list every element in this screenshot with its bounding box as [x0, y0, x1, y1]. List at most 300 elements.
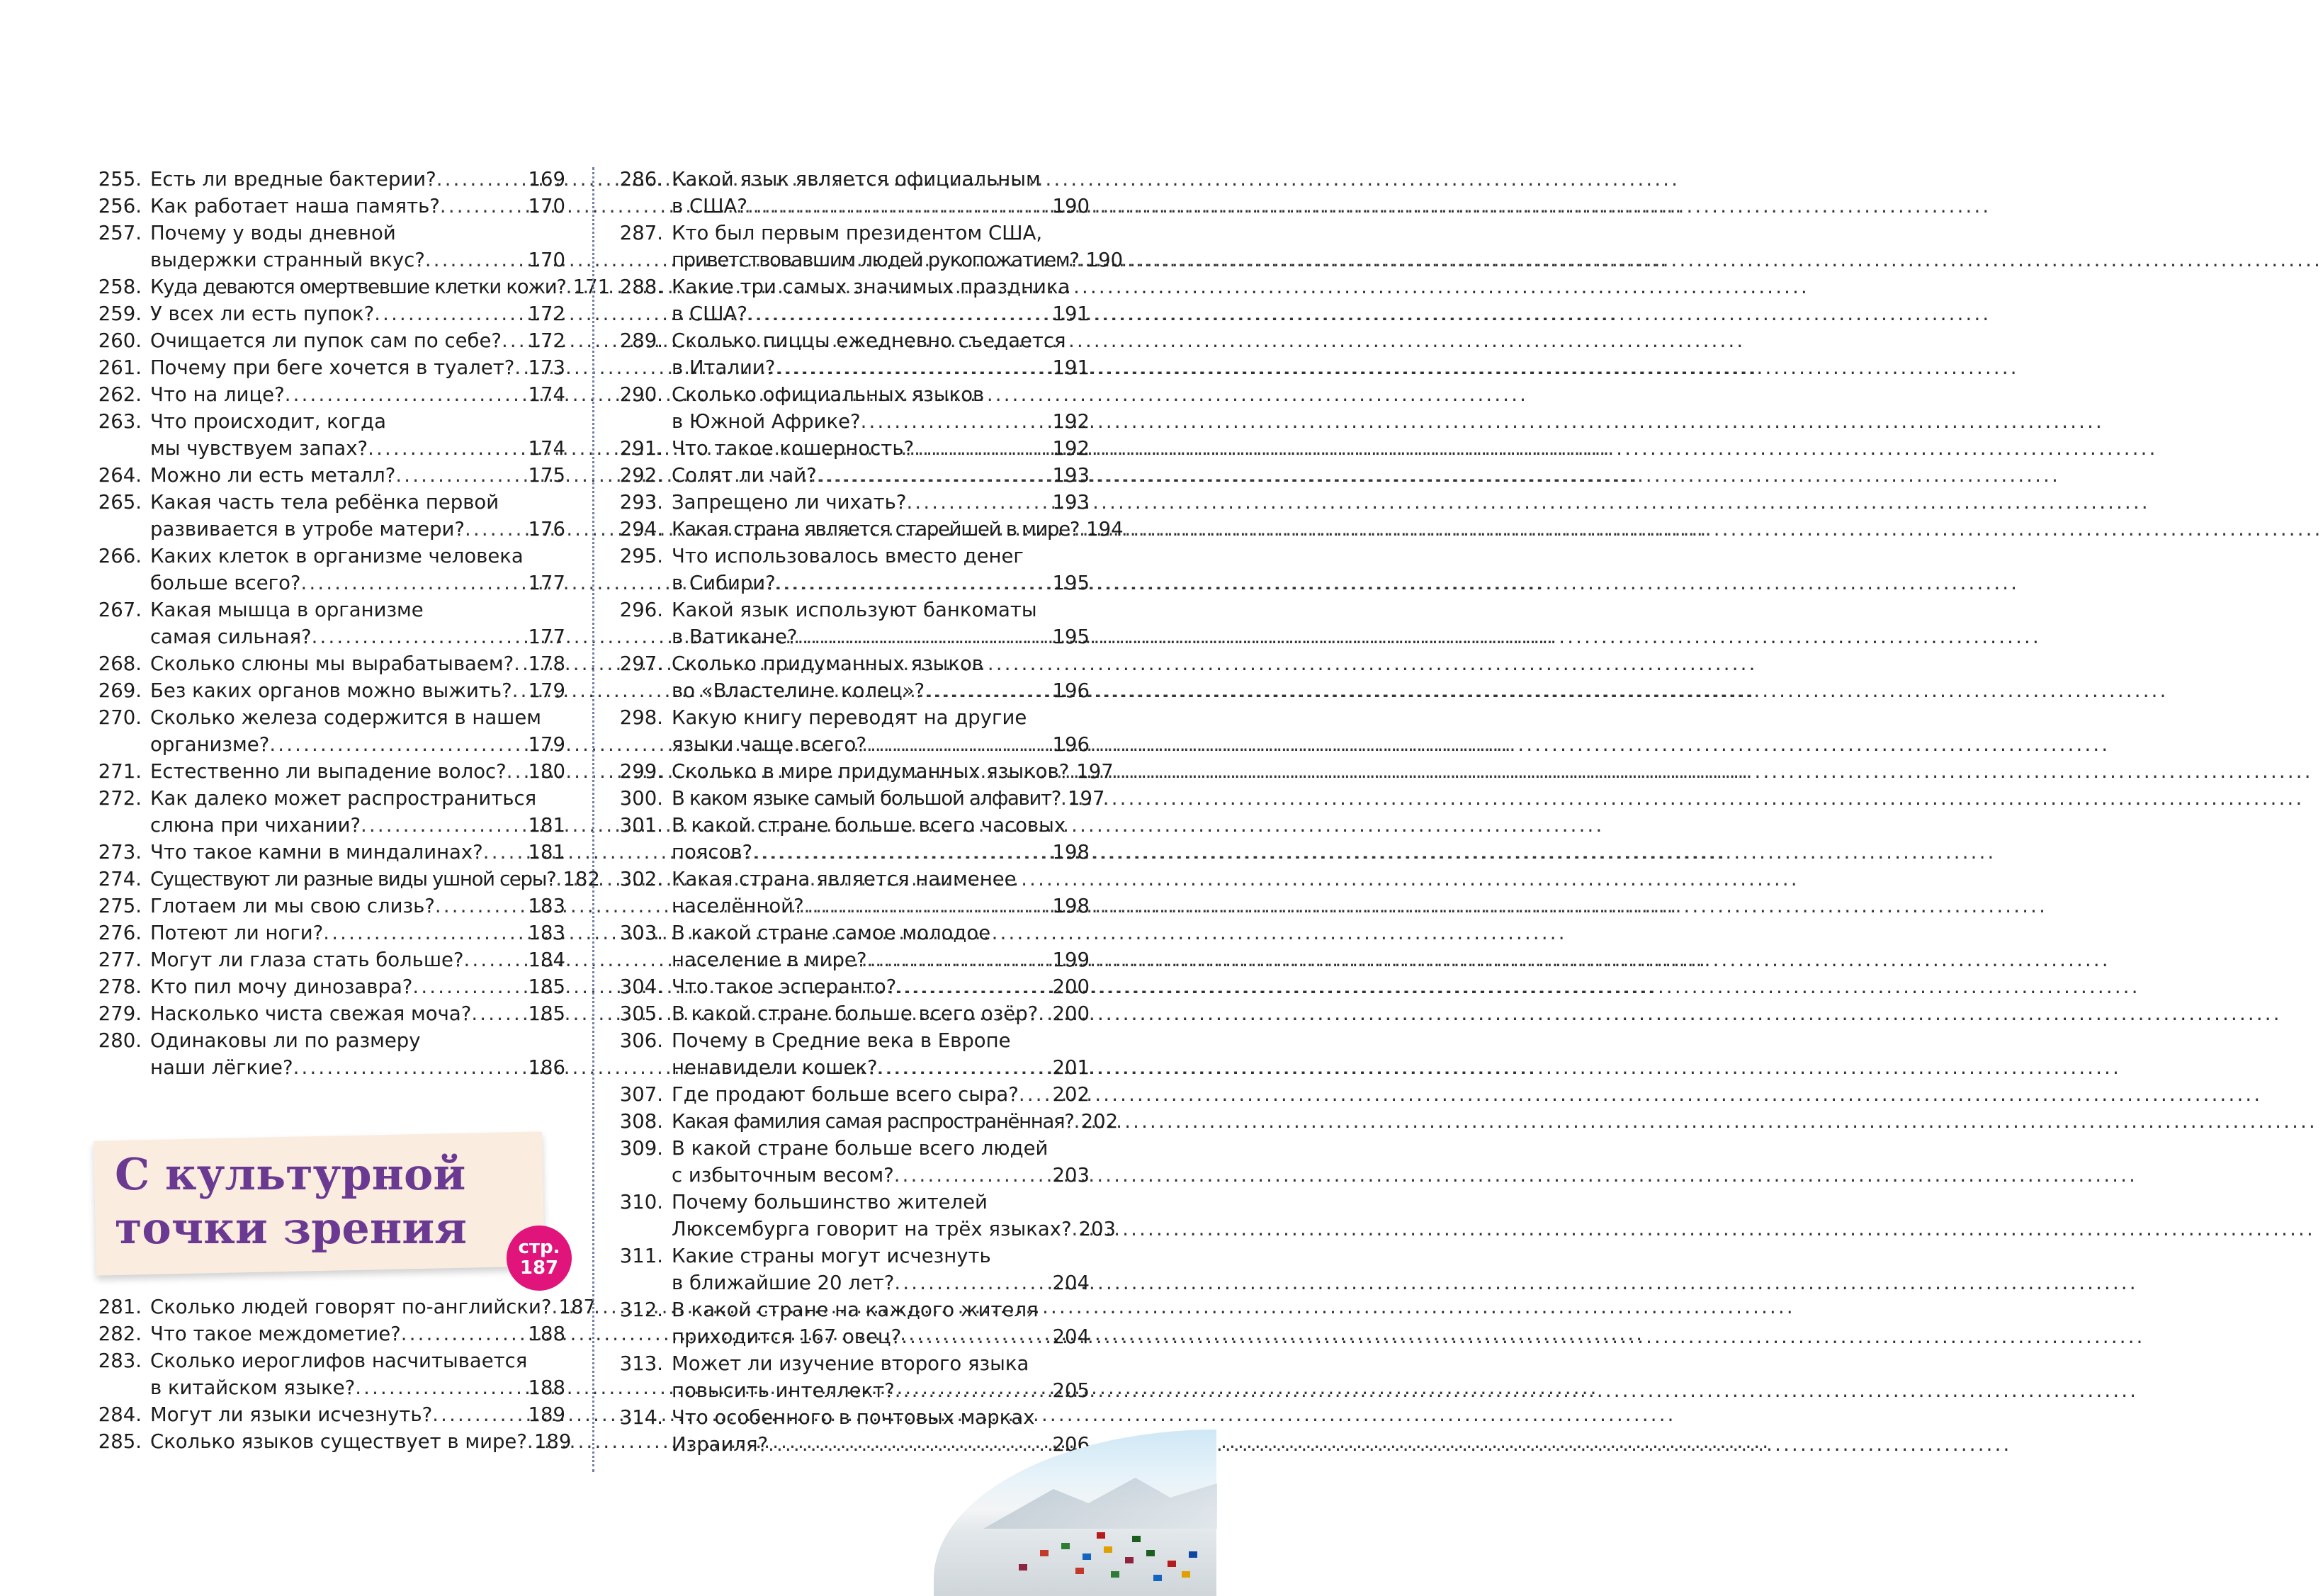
entry-title-line: Сколько официальных языков: [672, 383, 985, 406]
entry-body: [150, 381, 565, 408]
entry-page-number: 192: [1052, 437, 1090, 460]
entry-title: Можно ли есть металл?: [150, 464, 396, 487]
dot-leader: [293, 1054, 529, 1081]
entry-title: с избыточным весом?: [672, 1164, 894, 1187]
entry-title: Могут ли языки исчезнуть?: [150, 1403, 433, 1426]
entry-last-line: [672, 946, 1090, 973]
entry-last-line: [672, 677, 1090, 704]
entry-page-number: 177: [528, 626, 565, 648]
entry-number: 266.: [98, 545, 142, 567]
dot-leader: [1072, 1216, 1079, 1243]
house-shape: [1040, 1550, 1049, 1556]
entry-last-line: [672, 1377, 1090, 1404]
entry-last-line: [672, 1431, 1090, 1458]
section-title: [115, 1148, 540, 1255]
entry-title: Существуют ли разные виды ушной серы?: [150, 868, 556, 890]
section-title-line-2: точки зрения: [115, 1202, 468, 1254]
toc-entry: [86, 946, 565, 973]
entry-number: 286.: [619, 168, 663, 191]
entry-number: 285.: [98, 1430, 142, 1453]
entry-last-line: [672, 489, 1090, 516]
entry-page-number: 183: [528, 922, 565, 944]
entry-body: [150, 220, 565, 273]
entry-title-line: Как далеко может распространиться: [150, 787, 537, 810]
page-badge-label: стр.: [518, 1237, 560, 1258]
entry-page-number: 197: [1068, 787, 1105, 810]
entry-page-number: 198: [1052, 895, 1090, 917]
entry-title: населённой?: [672, 895, 804, 917]
entry-title: Куда деваются омертвевшие клетки кожи?: [150, 276, 566, 298]
toc-entry: [86, 596, 565, 650]
dot-leader: [514, 650, 528, 677]
entry-number: 262.: [98, 383, 142, 406]
entry-number: 290.: [619, 383, 663, 406]
entry-page-number: 202: [1052, 1083, 1090, 1106]
dot-leader: [1074, 1108, 1081, 1135]
entry-title: Что такое междометие?: [150, 1323, 401, 1345]
entry-title: Насколько чиста свежая моча?: [150, 1002, 472, 1025]
entry-last-line: [150, 381, 565, 408]
entry-last-line: [150, 435, 565, 462]
entry-title-line: Какая мышца в организме: [150, 599, 424, 621]
entry-number: 278.: [98, 975, 142, 998]
entry-last-line: [672, 300, 1090, 327]
toc-entry: [608, 273, 1090, 327]
dot-leader: [436, 166, 529, 193]
entry-last-line: [672, 973, 1090, 1000]
entry-page-number: 180: [528, 760, 565, 783]
entry-number: 281.: [98, 1296, 142, 1318]
entry-number: 263.: [98, 410, 142, 433]
dot-leader: [361, 812, 528, 839]
entry-number: 295.: [619, 545, 663, 567]
toc-entry: [608, 1350, 1090, 1404]
entry-page-number: 195: [1052, 626, 1090, 648]
page-badge: [507, 1226, 572, 1291]
entry-title-line: Какую книгу переводят на другие: [672, 706, 1027, 729]
dot-leader: [312, 623, 529, 650]
dot-leader: [514, 354, 528, 381]
entry-title: в США?: [672, 195, 747, 217]
dot-leader: [878, 1054, 1053, 1081]
dot-leader: [401, 1320, 529, 1347]
entry-last-line: [672, 623, 1090, 650]
entry-page-number: 176: [528, 518, 565, 541]
dot-leader: [502, 327, 529, 354]
entry-title: В каком языке самый большой алфавит?: [672, 787, 1061, 810]
entry-page-number: 186: [528, 1056, 565, 1079]
entry-page-number: 196: [1052, 679, 1090, 702]
page-badge-number: 187: [519, 1257, 559, 1279]
entry-page-number: 193: [1052, 464, 1090, 487]
toc-entry: [86, 1294, 596, 1320]
entry-last-line: [150, 893, 565, 919]
toc-entry: [608, 381, 1090, 435]
entry-page-number: 197: [1076, 760, 1114, 783]
entry-page-number: 173: [528, 356, 565, 379]
entry-last-line: [150, 623, 565, 650]
entry-last-line: [150, 1428, 572, 1455]
entry-title: в китайском языке?: [150, 1376, 356, 1399]
entry-page-number: 200: [1052, 975, 1090, 998]
entry-page-number: 188: [528, 1323, 565, 1345]
entry-title-line: Какой язык используют банкоматы: [672, 599, 1037, 621]
entry-number: 313.: [619, 1352, 663, 1375]
entry-body: [672, 1350, 1090, 1404]
entry-title: Люксембурга говорит на трёх языках?: [672, 1218, 1072, 1240]
entry-page-number: 170: [528, 249, 565, 271]
toc-entry: [86, 839, 565, 866]
entry-title: Что такое камни в миндалинах?: [150, 841, 483, 864]
dot-leader: [1061, 785, 1068, 812]
entry-page-number: 189: [528, 1403, 565, 1426]
entry-title: Могут ли глаза стать больше?: [150, 949, 464, 971]
toc-column-left-bottom: [86, 1294, 596, 1455]
dot-leader: [866, 946, 1052, 973]
entry-number: 277.: [98, 949, 142, 971]
entry-body: [672, 1296, 1090, 1350]
entry-title-line: Какой язык является официальным: [672, 168, 1041, 191]
entry-number: 304.: [619, 975, 663, 998]
entry-title-line: Сколько железа содержится в нашем: [150, 706, 542, 729]
house-shape: [1132, 1536, 1141, 1542]
entry-number: 303.: [619, 922, 663, 944]
entry-last-line: [672, 193, 1090, 220]
entry-title: Почему при беге хочется в туалет?: [150, 356, 515, 379]
entry-number: 306.: [619, 1029, 663, 1052]
entry-page-number: 192: [1052, 410, 1090, 433]
entry-last-line: [150, 247, 565, 273]
entry-title: языки чаще всего?: [672, 733, 866, 756]
dot-leader: [551, 1294, 558, 1320]
toc-entry: [608, 973, 1090, 1000]
entry-page-number: 169: [528, 168, 565, 191]
entry-title-line: В какой стране на каждого жителя: [672, 1298, 1039, 1321]
toc-entry: [608, 1243, 1090, 1296]
entry-body: [150, 543, 565, 596]
toc-entry: [86, 704, 565, 758]
entry-number: 260.: [98, 329, 142, 352]
entry-title: Сколько слюны мы вырабатываем?: [150, 652, 514, 675]
entry-body: [672, 1243, 1090, 1296]
entry-title: Какая фамилия самая распространённая?: [672, 1110, 1074, 1133]
toc-column-left: [86, 166, 611, 1081]
entry-body: [672, 1135, 1090, 1189]
entry-body: [672, 1108, 1119, 1135]
dot-leader: [1079, 516, 1086, 543]
entry-body: [150, 1294, 596, 1320]
toc-entry: [86, 973, 565, 1000]
entry-body: [150, 273, 611, 300]
dot-leader: [894, 1269, 1052, 1296]
entry-page-number: 183: [528, 895, 565, 917]
entry-number: 297.: [619, 652, 663, 675]
entry-body: [150, 327, 565, 354]
entry-title: в Ватикане?: [672, 626, 798, 648]
entry-number: 302.: [619, 868, 663, 890]
entry-number: 283.: [98, 1349, 142, 1372]
entry-page-number: 179: [528, 679, 565, 702]
dot-leader: [464, 946, 529, 973]
entry-number: 284.: [98, 1403, 142, 1426]
entry-title: население в мире?: [672, 949, 867, 971]
entry-body: [672, 489, 1090, 516]
entry-number: 259.: [98, 302, 142, 325]
entry-title-line: Одинаковы ли по размеру: [150, 1029, 421, 1052]
entry-number: 292.: [619, 464, 663, 487]
entry-title-line: Может ли изучение второго языка: [672, 1352, 1029, 1375]
dot-leader: [374, 300, 528, 327]
entry-title: Что такое кошерность?: [672, 437, 915, 460]
dot-leader: [1038, 1000, 1052, 1027]
toc-entry: [86, 1000, 565, 1027]
entry-last-line: [150, 650, 565, 677]
dot-leader: [483, 839, 529, 866]
entry-last-line: [150, 1000, 565, 1027]
entry-page-number: 185: [528, 975, 565, 998]
entry-title: самая сильная?: [150, 626, 312, 648]
entry-page-number: 203: [1078, 1218, 1117, 1240]
entry-body: [672, 1000, 1090, 1027]
entry-body: [150, 596, 565, 650]
house-shape: [1125, 1557, 1134, 1563]
entry-number: 276.: [98, 922, 142, 944]
entry-number: 308.: [619, 1110, 663, 1133]
dot-leader: [1079, 247, 1086, 273]
house-shape: [1182, 1571, 1190, 1578]
entry-last-line: [150, 731, 565, 758]
entry-number: 298.: [619, 706, 663, 729]
toc-entry: [608, 1108, 1119, 1135]
toc-entry: [86, 785, 565, 839]
toc-entry: [608, 596, 1090, 650]
toc-entry: [86, 650, 565, 677]
entry-title: во «Властелине колец»?: [672, 679, 925, 702]
entry-last-line: [672, 1108, 1119, 1135]
entry-number: 267.: [98, 599, 142, 621]
entry-title: У всех ли есть пупок?: [150, 302, 375, 325]
entry-last-line: [672, 1000, 1090, 1027]
dot-leader: [925, 677, 1052, 704]
entry-last-line: [672, 408, 1090, 435]
toc-entry: [608, 1081, 1090, 1108]
entry-last-line: [672, 354, 1090, 381]
entry-title-line: Почему у воды дневной: [150, 222, 396, 244]
entry-page-number: 170: [528, 195, 565, 217]
toc-entry: [608, 543, 1090, 596]
entry-last-line: [672, 435, 1090, 462]
entry-title: Сколько в мире придуманных языков?: [672, 760, 1070, 783]
dot-leader: [440, 193, 529, 220]
entry-body: [672, 220, 1124, 273]
entry-page-number: 174: [528, 383, 565, 406]
entry-number: 314.: [619, 1406, 663, 1429]
dot-leader: [368, 435, 528, 462]
entry-last-line: [150, 516, 565, 543]
entry-body: [672, 919, 1090, 973]
dot-leader: [395, 462, 528, 489]
entry-last-line: [150, 1374, 565, 1401]
entry-last-line: [150, 1320, 565, 1347]
snowy-mountains: [983, 1472, 1217, 1529]
toc-entry: [608, 650, 1090, 704]
entry-last-line: [672, 1269, 1090, 1296]
dot-leader: [752, 839, 1052, 866]
toc-entry: [86, 758, 565, 785]
entry-body: [672, 435, 1090, 462]
dot-leader: [435, 893, 529, 919]
entry-page-number: 202: [1080, 1110, 1119, 1133]
entry-page-number: 172: [528, 302, 565, 325]
entry-title: мы чувствуем запах?: [150, 437, 368, 460]
entry-page-number: 204: [1052, 1272, 1090, 1294]
toc-entry: [608, 758, 1114, 785]
dot-leader: [895, 1377, 1053, 1404]
entry-body: [150, 946, 565, 973]
house-shape: [1189, 1551, 1197, 1558]
entry-body: [150, 354, 565, 381]
entry-body: [150, 408, 565, 462]
entry-title: Солят ли чай?: [672, 464, 817, 487]
entry-body: [150, 1320, 565, 1347]
entry-body: [672, 462, 1090, 489]
entry-title: Сколько языков существует в мире?: [150, 1430, 527, 1453]
dot-leader: [776, 570, 1053, 596]
entry-last-line: [150, 1401, 565, 1428]
entry-last-line: [150, 193, 565, 220]
entry-title-line: Сколько придуманных языков: [672, 652, 983, 675]
toc-entry: [608, 1404, 1090, 1458]
entry-last-line: [150, 866, 600, 893]
entry-title: приходится 167 овец?: [672, 1325, 902, 1348]
dot-leader: [914, 435, 1052, 462]
entry-page-number: 205: [1052, 1379, 1090, 1402]
entry-title: в Южной Африке?: [672, 410, 861, 433]
entry-last-line: [150, 462, 565, 489]
entry-page-number: 188: [528, 1376, 565, 1399]
entry-title-line: Сколько пиццы ежедневно съедается: [672, 329, 1066, 352]
entry-page-number: 187: [558, 1296, 596, 1318]
entry-number: 269.: [98, 679, 142, 702]
entry-last-line: [150, 1294, 596, 1320]
entry-last-line: [672, 785, 1105, 812]
dot-leader: [512, 677, 529, 704]
entry-page-number: 181: [528, 814, 565, 837]
house-shape: [1061, 1543, 1070, 1549]
entry-title: в Италии?: [672, 356, 776, 379]
entry-body: [150, 1000, 565, 1027]
toc-entry: [86, 1428, 572, 1455]
entry-title: организме?: [150, 733, 270, 756]
dot-leader: [555, 866, 563, 893]
toc-entry: [86, 220, 565, 273]
entry-title: поясов?: [672, 841, 753, 864]
entry-number: 311.: [619, 1245, 663, 1267]
toc-entry: [86, 193, 565, 220]
dot-leader: [768, 1431, 1052, 1458]
entry-last-line: [150, 758, 565, 785]
entry-number: 261.: [98, 356, 142, 379]
toc-entry: [608, 1000, 1090, 1027]
entry-page-number: 189: [533, 1430, 572, 1453]
toc-entry: [86, 1401, 565, 1428]
entry-page-number: 177: [528, 572, 565, 594]
entry-title-line: В какой стране больше всего людей: [672, 1137, 1049, 1160]
dot-leader: [1069, 758, 1076, 785]
dot-leader: [817, 462, 1053, 489]
entry-title: развивается в утробе матери?: [150, 518, 465, 541]
entry-last-line: [150, 354, 565, 381]
toc-entry: [86, 273, 611, 300]
toc-entry: [86, 381, 565, 408]
entry-last-line: [672, 247, 1124, 273]
entry-number: 312.: [619, 1298, 663, 1321]
entry-body: [150, 462, 565, 489]
entry-number: 288.: [619, 276, 663, 298]
entry-last-line: [672, 758, 1114, 785]
entry-body: [672, 596, 1090, 650]
entry-number: 301.: [619, 814, 663, 837]
entry-title: Очищается ли пупок сам по себе?: [150, 329, 502, 352]
entry-title-line: Что происходит, когда: [150, 410, 386, 433]
toc-entry: [86, 919, 565, 946]
entry-title-line: Что особенного в почтовых марках: [672, 1406, 1035, 1429]
toc-entry: [86, 1027, 565, 1081]
entry-last-line: [150, 327, 565, 354]
entry-number: 256.: [98, 195, 142, 217]
toc-entry: [608, 812, 1090, 866]
entry-page-number: 193: [1052, 491, 1090, 514]
entry-title-line: Какая страна является наименее: [672, 868, 1017, 890]
entry-number: 305.: [619, 1002, 663, 1025]
entry-title: Глотаем ли мы свою слизь?: [150, 895, 435, 917]
entry-number: 294.: [619, 518, 663, 541]
house-shape: [1097, 1532, 1105, 1539]
entry-last-line: [150, 300, 565, 327]
entry-number: 282.: [98, 1323, 142, 1345]
entry-page-number: 190: [1085, 249, 1124, 271]
dot-leader: [527, 1428, 534, 1455]
toc-entry: [608, 1135, 1090, 1189]
entry-last-line: [672, 516, 1124, 543]
toc-entry: [86, 462, 565, 489]
entry-title: Естественно ли выпадение волос?: [150, 760, 507, 783]
entry-last-line: [150, 1054, 565, 1081]
dot-leader: [747, 300, 1053, 327]
entry-last-line: [150, 919, 565, 946]
entry-title: Что на лице?: [150, 383, 285, 406]
toc-entry: [608, 866, 1090, 919]
entry-last-line: [672, 1081, 1090, 1108]
entry-title-line: Каких клеток в организме человека: [150, 545, 524, 567]
entry-number: 310.: [619, 1191, 663, 1213]
entry-title: выдержки странный вкус?: [150, 249, 425, 271]
entry-title-line: Сколько иероглифов насчитывается: [150, 1349, 528, 1372]
dot-leader: [747, 193, 1053, 220]
entry-title: приветствовавшим людей рукопожатием?: [672, 249, 1079, 271]
entry-number: 273.: [98, 841, 142, 864]
entry-title: В какой стране больше всего озёр?: [672, 1002, 1039, 1025]
entry-last-line: [672, 1216, 1117, 1243]
entry-title: в Сибири?: [672, 572, 776, 594]
entry-body: [672, 812, 1090, 866]
entry-body: [150, 1428, 572, 1455]
entry-page-number: 171: [572, 276, 611, 298]
toc-entry: [86, 489, 565, 543]
entry-body: [672, 973, 1090, 1000]
entry-page-number: 190: [1052, 195, 1090, 217]
toc-entry: [608, 435, 1090, 462]
